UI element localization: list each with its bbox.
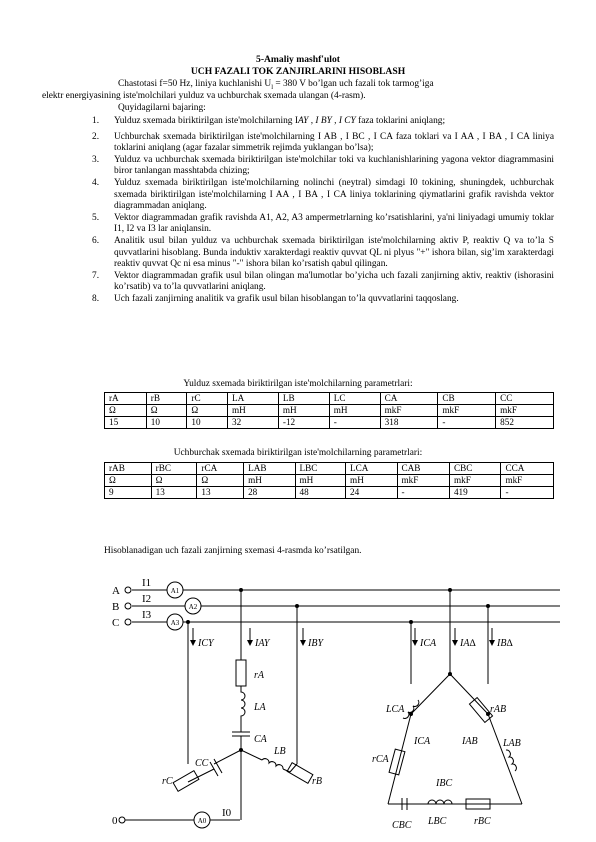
task-item: 4. Yulduz sxemada biriktirilgan iste'molchilarning nolinchi (neytral) simdagi I0 tokining, shuningdek, uchburchak sxemada biriktirilgan iste'molchilarning I AA , I BA , I CA liniya toklarining qiymatlarini grafik ravishda vektor diagrammadan aniqlang. — [92, 177, 554, 212]
label-iab: IAB — [462, 736, 478, 747]
table-cell: 419 — [449, 487, 500, 499]
task-item: 7. Vektor diagrammadan grafik usul bilan olingan ma'lumotlar bo’yicha uch fazali zanjirning aktiv, reaktiv (ishorasini ko’rsatib) va to’la quvvatlarini aniqlang. — [92, 270, 554, 293]
ammeter-a1: A1 — [170, 587, 180, 595]
label-cbc: CBC — [392, 820, 412, 831]
table-cell: 32 — [228, 417, 279, 429]
table-cell: mkF — [501, 475, 554, 487]
table-cell: mkF — [380, 405, 438, 417]
table-cell: mH — [228, 405, 279, 417]
circuit-caption: Hisoblanadigan uch fazali zanjirning sxemasi 4-rasmda ko’rsatilgan. — [104, 546, 362, 556]
label-lca: LCA — [386, 704, 405, 715]
table-cell: 24 — [346, 487, 397, 499]
label-rc: rC — [162, 776, 173, 787]
table-cell: - — [329, 417, 380, 429]
table-cell: mH — [329, 405, 380, 417]
table-cell: CCA — [501, 463, 554, 475]
label-ibc: IBC — [436, 778, 453, 789]
task-item: 2. Uchburchak sxemada biriktirilgan iste'molchilarning I AB , I BC , I CA faza toklari va I AA , I BA , I CA liniya toklarini aniqlang (agar fazalar simmetrik rejimda yuklangan bo’lsa); — [92, 131, 554, 154]
phase-label-a: A — [112, 585, 120, 597]
table-cell: rAB — [105, 463, 152, 475]
label-la: LA — [254, 702, 266, 713]
table-cell: mkF — [397, 475, 449, 487]
label-cc: CC — [195, 758, 209, 769]
page-title: 5-Amaliy mashf'ulot — [256, 54, 340, 65]
task-item: 6. Analitik usul bilan yulduz va uchburchak sxemada biriktirilgan iste'molchilarning aktiv P, reaktiv Q va to’la S quvvatlarini hisoblang. Bunda induktiv xarakterdagi reaktiv quvvat QL ni plyus "+" ishora bilan, sig’im xarakterdagi reaktiv quvvat Qc ni esa minus "-" ishora bilan ko’rsatish qabul qilingan. — [92, 235, 554, 270]
table-cell: - — [438, 417, 496, 429]
circuit-diagram — [0, 564, 596, 842]
phase-label-c: C — [112, 617, 120, 629]
table-cell: CBC — [449, 463, 500, 475]
table-cell: 9 — [105, 487, 152, 499]
table-cell: 13 — [197, 487, 244, 499]
table-cell: rB — [146, 393, 187, 405]
label-lbc: LBC — [428, 816, 447, 827]
table-cell: mkF — [449, 475, 500, 487]
table-cell: rBC — [151, 463, 197, 475]
table-cell: LBC — [295, 463, 346, 475]
intro-line-2: elektr energiyasining iste'molchilari yulduz va uchburchak sxemada ulangan (4-rasm). — [42, 91, 366, 101]
neutral-current: I0 — [222, 807, 232, 819]
delta-params-table — [104, 462, 554, 499]
table2-caption: Uchburchak sxemada biriktirilgan iste'molchilarning parametrlari: — [173, 448, 423, 458]
table-cell: LAB — [244, 463, 295, 475]
table-cell: 48 — [295, 487, 346, 499]
table-cell: 28 — [244, 487, 295, 499]
table-cell: 318 — [380, 417, 438, 429]
table-cell: Ω — [105, 405, 147, 417]
table-cell: CC — [496, 393, 554, 405]
phase-label-b: B — [112, 601, 120, 613]
current-icy: ICY — [198, 638, 214, 649]
table-cell: mH — [346, 475, 397, 487]
current-ib-delta: IB∆ — [497, 638, 513, 649]
label-ica-inner: ICA — [414, 736, 431, 747]
table-cell: 15 — [105, 417, 147, 429]
line-current-i1: I1 — [142, 577, 152, 589]
task-item: 1. Yulduz sxemada biriktirilgan iste'molchilarning IAY , I BY , I CY faza toklarini aniqlang; — [92, 116, 446, 126]
table-cell: rA — [105, 393, 147, 405]
table-cell: LB — [278, 393, 329, 405]
table-header-row — [105, 393, 554, 405]
table-cell: CAB — [397, 463, 449, 475]
neutral-label: 0 — [112, 815, 118, 827]
label-rb: rB — [312, 776, 322, 787]
task-item: 3. Yulduz va uchburchak sxemada biriktirilgan iste'molchilar toki va kuchlanishlarining yagona vektor diagrammasini biror tanlangan masshtabda chizing; — [92, 154, 554, 177]
table-cell: mkF — [438, 405, 496, 417]
label-rca: rCA — [372, 754, 389, 765]
table-cell: 10 — [146, 417, 187, 429]
table-cell: 10 — [187, 417, 228, 429]
table-cell: - — [397, 487, 449, 499]
current-iay: IAY — [255, 638, 270, 649]
table-cell: mkF — [496, 405, 554, 417]
table-cell: 13 — [151, 487, 197, 499]
table-cell: Ω — [146, 405, 187, 417]
label-rbc: rBC — [474, 816, 491, 827]
table-cell: LC — [329, 393, 380, 405]
table-cell: - — [501, 487, 554, 499]
table-cell: rC — [187, 393, 228, 405]
task-item: 8. Uch fazali zanjirning analitik va grafik usul bilan hisoblangan to’la quvvatlarini taqqoslang. — [92, 293, 459, 304]
table-cell: CA — [380, 393, 438, 405]
ammeter-a2: A2 — [188, 603, 198, 611]
table-cell: 852 — [496, 417, 554, 429]
label-lb: LB — [274, 746, 286, 757]
line-current-i3: I3 — [142, 609, 152, 621]
table-cell: Ω — [197, 475, 244, 487]
table-units-row — [105, 475, 554, 487]
table-cell: mH — [295, 475, 346, 487]
label-rab: rAB — [490, 704, 507, 715]
intro-line-1: Chastotasi f=50 Hz, liniya kuchlanishi $U_l = 380$ V bo’lgan uch fazali tok tarmog’iga — [118, 79, 434, 91]
table-cell: Ω — [151, 475, 197, 487]
table-cell: rCA — [197, 463, 244, 475]
table-header-row — [105, 463, 554, 475]
line-current-i2: I2 — [142, 593, 152, 605]
table-cell: mH — [278, 405, 329, 417]
table1-caption: Yulduz sxemada biriktirilgan iste'molchilarning parametrlari: — [183, 379, 413, 389]
table-cell: Ω — [105, 475, 152, 487]
table-cell: mH — [244, 475, 295, 487]
page-subtitle: UCH FAZALI TOK ZANJIRLARINI HISOBLASH — [190, 66, 406, 77]
current-ia-delta: IA∆ — [460, 638, 476, 649]
task-item: 5. Vektor diagrammadan grafik ravishda A1, A2, A3 ampermetrlarning ko’rsatishlarini, ya'ni liniyadagi umumiy toklar I1, I2 va I3 lar aniqlansin. — [92, 212, 554, 235]
ammeter-a3: A3 — [170, 619, 180, 627]
table-cell: LA — [228, 393, 279, 405]
table-units-row — [105, 405, 554, 417]
current-iby: IBY — [308, 638, 323, 649]
table-cell: -12 — [278, 417, 329, 429]
current-ica-top: ICA — [420, 638, 437, 649]
label-ca: CA — [254, 734, 267, 745]
ammeter-a0: A0 — [197, 817, 207, 825]
table-cell: Ω — [187, 405, 228, 417]
table-cell: CB — [438, 393, 496, 405]
table-row — [105, 417, 554, 429]
table-cell: LCA — [346, 463, 397, 475]
task-intro: Quyidagilarni bajaring: — [118, 103, 206, 113]
table-row — [105, 487, 554, 499]
label-lab: LAB — [503, 738, 521, 749]
task-list — [92, 116, 554, 306]
star-params-table — [104, 392, 554, 429]
label-ra: rA — [254, 670, 264, 681]
